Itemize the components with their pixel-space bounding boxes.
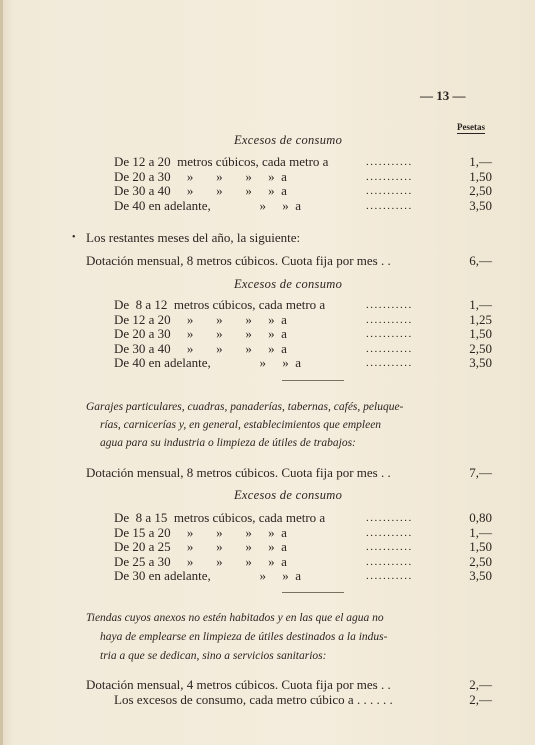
tariff-row-value: 1,— — [469, 154, 492, 169]
garajes-line: Garajes particulares, cuadras, panaderías, tabernas, cafés, peluque- — [86, 401, 404, 413]
page-number: — 13 — — [420, 88, 466, 103]
dotacion3-label: Dotación mensual, 4 metros cúbicos. Cuota fija por mes . . — [86, 677, 391, 692]
tariff-row-value: 2,50 — [469, 183, 492, 198]
tariff-row-label: De 15 a 20 » » » » a — [114, 524, 287, 540]
garajes-line: agua para su industria o limpieza de útiles de trabajos: — [100, 437, 356, 449]
tariff-row-label: De 8 a 15 metros cúbicos, cada metro a — [114, 510, 326, 525]
tariff-row-value: 2,50 — [469, 553, 492, 569]
tariff-row-label: De 30 a 40 » » » » a — [114, 183, 287, 198]
leader-dots: ........... — [366, 170, 413, 183]
dotacion1-value: 6,— — [469, 253, 492, 268]
tiendas-line: haya de emplearse en limpieza de útiles destinados a la indus- — [100, 631, 388, 643]
tariff-row-label: De 40 en adelante, » » a — [114, 355, 302, 370]
tariff-row-value: 2,50 — [469, 340, 492, 356]
section1-heading: Excesos de consumo — [234, 133, 343, 147]
remaining-months-text: Los restantes meses del año, la siguiente: — [86, 230, 301, 245]
tariff-row-label: De 12 a 20 metros cúbicos, cada metro a — [114, 154, 329, 169]
excesos-final-value: 2,— — [469, 692, 492, 707]
dotacion2-label: Dotación mensual, 8 metros cúbicos. Cuota fija por mes . . — [86, 465, 391, 480]
tiendas-line: Tiendas cuyos anexos no estén habitados y en las que el agua no — [86, 612, 384, 624]
leader-dots: ........... — [366, 555, 413, 568]
tariff-row-label: De 30 en adelante, » » a — [114, 568, 302, 583]
leader-dots: ........... — [366, 570, 413, 582]
leader-dots: ........... — [366, 199, 413, 212]
leader-dots: ........... — [366, 512, 413, 524]
tariff-row-value: 3,50 — [469, 197, 492, 213]
excesos-final-label: Los excesos de consumo, cada metro cúbico a . . . . . . — [114, 692, 393, 707]
tariff-row-label: De 20 a 25 » » » » a — [114, 539, 287, 554]
leader-dots: ........... — [366, 342, 413, 355]
tariff-row-value: 1,50 — [469, 326, 492, 341]
leader-dots: ........... — [366, 541, 413, 553]
section2-heading: Excesos de consumo — [234, 277, 343, 291]
tariff-row-value: 3,50 — [469, 355, 492, 370]
tariff-row-label: De 12 a 20 » » » » a — [114, 311, 287, 327]
tariff-row-value: 1,50 — [469, 168, 492, 184]
section3-heading: Excesos de consumo — [234, 488, 343, 502]
leader-dots: ........... — [366, 526, 413, 539]
tariff-row-label: De 20 a 30 » » » » a — [114, 168, 287, 184]
tariff-row-label: De 8 a 12 metros cúbicos, cada metro a — [114, 297, 326, 312]
dotacion1-label: Dotación mensual, 8 metros cúbicos. Cuota fija por mes . . — [86, 253, 391, 268]
tariff-row-label: De 40 en adelante, » » a — [114, 197, 302, 213]
leader-dots: ........... — [366, 357, 413, 369]
bullet-mark: • — [72, 232, 76, 243]
tariff-row-label: De 30 a 40 » » » » a — [114, 340, 287, 356]
tariff-row-label: De 25 a 30 » » » » a — [114, 553, 287, 569]
tariff-row-label: De 20 a 30 » » » » a — [114, 326, 287, 341]
page-edge — [0, 0, 3, 745]
leader-dots: ........... — [366, 299, 413, 311]
section-divider — [282, 380, 344, 381]
tariff-row-value: 1,25 — [469, 311, 492, 327]
garajes-line: rías, carnicerías y, en general, establecimientos que empleen — [100, 419, 382, 431]
tariff-row-value: 1,50 — [469, 539, 492, 554]
dotacion3-value: 2,— — [469, 677, 492, 692]
tiendas-line: tria a que se dedican, sino a servicios sanitarios: — [100, 650, 327, 662]
section-divider-2 — [282, 592, 344, 593]
leader-dots: ........... — [366, 156, 413, 168]
dotacion2-value: 7,— — [469, 465, 492, 480]
leader-dots: ........... — [366, 185, 413, 197]
pesetas-column-header: Pesetas — [457, 122, 485, 132]
tariff-row-value: 3,50 — [469, 568, 492, 583]
tariff-row-value: 1,— — [469, 297, 492, 312]
tariff-row-value: 0,80 — [469, 510, 492, 525]
leader-dots: ........... — [366, 313, 413, 326]
tariff-row-value: 1,— — [469, 524, 492, 540]
leader-dots: ........... — [366, 328, 413, 340]
